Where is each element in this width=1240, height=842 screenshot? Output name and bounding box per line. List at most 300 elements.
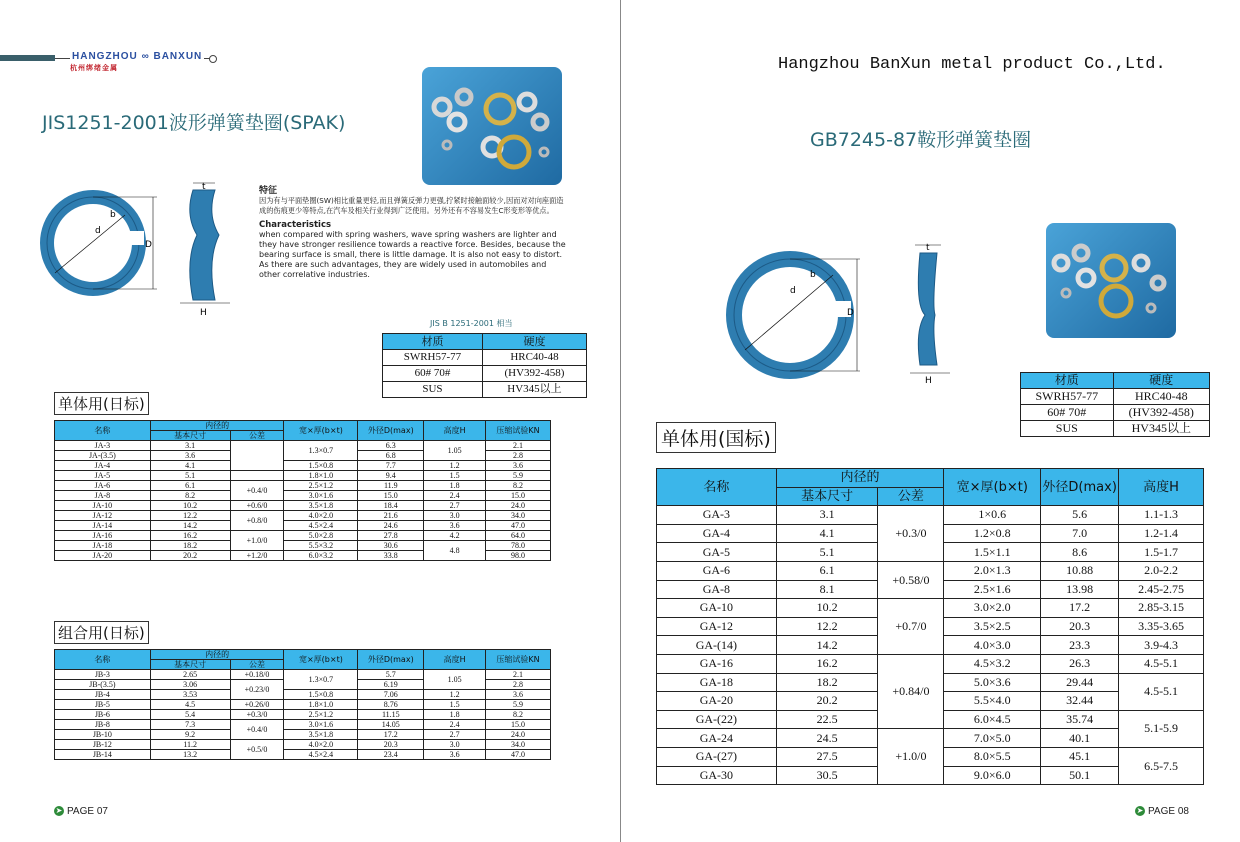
table-cell: +0.4/0 [230, 481, 284, 501]
table-cell: 1.2-1.4 [1119, 524, 1204, 543]
table-cell: 7.7 [358, 461, 424, 471]
table-cell: GA-5 [657, 543, 777, 562]
table-row [657, 599, 1204, 618]
table-cell: GA-8 [657, 580, 777, 599]
table-cell: 47.0 [486, 521, 551, 531]
table-cell: 4.1 [776, 524, 878, 543]
table-cell: GA-3 [657, 506, 777, 525]
hardness-cell: HRC40-48 [482, 350, 586, 366]
tolerance-cell: +1.0/0 [878, 729, 944, 785]
table-cell: JA-6 [55, 481, 151, 491]
logo-cn-text: 杭州绑绪金属 [70, 64, 118, 72]
table-cell: 3.9-4.3 [1119, 636, 1204, 655]
col-tol: 公差 [878, 487, 944, 506]
table-cell: JA-10 [55, 501, 151, 511]
table-cell: 4.1 [150, 461, 230, 471]
table-cell: 8.6 [1041, 543, 1119, 562]
table-cell: 20.3 [1041, 617, 1119, 636]
dim-D-label: D [145, 240, 152, 250]
table-cell: 5.0×2.8 [284, 531, 358, 541]
material-cell: 60# 70# [1021, 405, 1114, 421]
page-title-right: GB7245-87鞍形弹簧垫圈 [810, 129, 1032, 151]
table-cell: 8.2 [486, 481, 551, 491]
tolerance-cell: +0.3/0 [878, 506, 944, 562]
col-wt: 宽×厚(b×t) [284, 421, 358, 441]
table-cell: 3.53 [150, 690, 230, 700]
table-cell: 4.8 [424, 541, 486, 561]
table-cell: GA-16 [657, 654, 777, 673]
table-cell: 1.5×0.8 [284, 690, 358, 700]
table-row [55, 710, 551, 720]
table-cell: 27.8 [358, 531, 424, 541]
table-row [55, 740, 551, 750]
material-cell: SWRH57-77 [383, 350, 483, 366]
table-cell: JA-4 [55, 461, 151, 471]
table-cell: 5.0×3.6 [944, 673, 1041, 692]
table-cell: JA-16 [55, 531, 151, 541]
table-row [55, 730, 551, 740]
table-row [55, 521, 551, 531]
table-cell: 6.3 [358, 441, 424, 451]
table-cell: +0.8/0 [230, 511, 284, 531]
table-cell: GA-(14) [657, 636, 777, 655]
table-cell: 15.0 [358, 491, 424, 501]
table-cell: JB-4 [55, 690, 151, 700]
table-row [55, 471, 551, 481]
spec-table-ja [54, 420, 551, 561]
table-cell: GA-18 [657, 673, 777, 692]
col-base: 基本尺寸 [150, 431, 230, 441]
col-name: 名称 [55, 421, 151, 441]
table-cell: 2.85-3.15 [1119, 599, 1204, 618]
table-cell: 2.1 [486, 670, 551, 680]
table-cell: 1.5×1.1 [944, 543, 1041, 562]
table-cell: 3.6 [424, 750, 486, 760]
table-cell: JB-5 [55, 700, 151, 710]
table-cell: 1.1-1.3 [1119, 506, 1204, 525]
hardness-cell: (HV392-458) [1113, 405, 1209, 421]
section-label-combo-jp: 组合用(日标) [54, 621, 149, 644]
table-cell: 16.2 [150, 531, 230, 541]
col-inner: 内径的 [776, 469, 944, 488]
table-cell: GA-30 [657, 766, 777, 785]
table-cell: GA-(27) [657, 747, 777, 766]
table-cell: 1.2 [424, 690, 486, 700]
table-cell: 3.35-3.65 [1119, 617, 1204, 636]
table-cell: 14.2 [150, 521, 230, 531]
table-row [55, 441, 551, 451]
table-cell: 1.2 [424, 461, 486, 471]
table-cell: 5.4 [150, 710, 230, 720]
table-cell: 1.2×0.8 [944, 524, 1041, 543]
table-cell: 1×0.6 [944, 506, 1041, 525]
table-cell: 3.06 [150, 680, 230, 690]
table-cell: 15.0 [486, 720, 551, 730]
material-header: 材质 [1021, 373, 1114, 389]
table-cell: 5.9 [486, 700, 551, 710]
table-cell: JB-3 [55, 670, 151, 680]
table-cell: +1.0/0 [230, 531, 284, 551]
table-cell: 8.1 [776, 580, 878, 599]
table-cell: 4.5×2.4 [284, 521, 358, 531]
table-cell: +0.6/0 [230, 501, 284, 511]
table-cell: 8.2 [150, 491, 230, 501]
table-row [55, 750, 551, 760]
table-cell: 45.1 [1041, 747, 1119, 766]
dim-d-label: d [95, 226, 101, 236]
table-cell: JB-14 [55, 750, 151, 760]
table-cell: 2.5×1.6 [944, 580, 1041, 599]
table-row [55, 690, 551, 700]
features-heading-cn: 特征 [259, 186, 278, 196]
table-cell: 8.76 [358, 700, 424, 710]
table-cell: 2.8 [486, 451, 551, 461]
table-cell: 18.4 [358, 501, 424, 511]
table-cell: JB-8 [55, 720, 151, 730]
table-cell: 2.0-2.2 [1119, 561, 1204, 580]
table-cell: 7.06 [358, 690, 424, 700]
table-cell: 11.15 [358, 710, 424, 720]
washer-diagram [35, 175, 250, 315]
table-cell: 47.0 [486, 750, 551, 760]
material-table-right [1020, 372, 1210, 437]
table-cell: JA-5 [55, 471, 151, 481]
table-cell: JA-20 [55, 551, 151, 561]
table-cell: 29.44 [1041, 673, 1119, 692]
table-cell: 4.5×3.2 [944, 654, 1041, 673]
table-cell: 1.5-1.7 [1119, 543, 1204, 562]
table-cell: 12.2 [776, 617, 878, 636]
section-label-single-jp: 单体用(日标) [54, 392, 149, 415]
table-cell: 98.0 [486, 551, 551, 561]
table-cell: 1.8×1.0 [284, 471, 358, 481]
col-tol: 公差 [230, 431, 284, 441]
table-cell: 11.2 [150, 740, 230, 750]
logo-dot [209, 55, 217, 63]
table-cell: 1.5 [424, 471, 486, 481]
table-cell: 6.0×4.5 [944, 710, 1041, 729]
page-fold [620, 0, 621, 842]
logo-bar [0, 55, 55, 61]
table-cell: 20.3 [358, 740, 424, 750]
table-cell: 4.5 [150, 700, 230, 710]
table-cell: 5.1 [776, 543, 878, 562]
table-cell: 30.6 [358, 541, 424, 551]
table-cell: 7.0 [1041, 524, 1119, 543]
table-cell: 8.0×5.5 [944, 747, 1041, 766]
table-cell: 26.3 [1041, 654, 1119, 673]
table-cell: 24.0 [486, 730, 551, 740]
table-cell: 40.1 [1041, 729, 1119, 748]
table-cell: 7.3 [150, 720, 230, 730]
table-cell: 32.44 [1041, 692, 1119, 711]
table-cell: 4.0×2.0 [284, 740, 358, 750]
table-cell: +1.2/0 [230, 551, 284, 561]
product-photo [422, 67, 562, 185]
material-cell: SUS [1021, 421, 1114, 437]
table-cell: JB-12 [55, 740, 151, 750]
table-row [55, 501, 551, 511]
table-cell: 1.8×1.0 [284, 700, 358, 710]
col-tol: 公差 [230, 660, 284, 670]
table-cell: 9.0×6.0 [944, 766, 1041, 785]
table-cell: +0.5/0 [230, 740, 284, 760]
hardness-header: 硬度 [1113, 373, 1209, 389]
features-block [259, 186, 569, 280]
table-cell: 1.8 [424, 481, 486, 491]
features-text-en: when compared with spring washers, wave spring washers are lighter and they have stronger resilience towards a reactive force. Besides, because the bearing surface is small, there is little damage. It is also not easy to distort. As there are such advantages, they are widely used in automobiles and other correlative industries. [259, 230, 566, 279]
table-cell: JA-3 [55, 441, 151, 451]
table-cell: 34.0 [486, 740, 551, 750]
table-cell: 3.6 [486, 690, 551, 700]
table-cell: 8.2 [486, 710, 551, 720]
table-cell: 12.2 [150, 511, 230, 521]
table-cell: JA-8 [55, 491, 151, 501]
dim-H-label: H [925, 376, 932, 385]
table-row [55, 491, 551, 501]
table-cell: JB-(3.5) [55, 680, 151, 690]
table-cell: 1.3×0.7 [284, 441, 358, 461]
table-cell: 3.1 [150, 441, 230, 451]
table-cell: 5.5×4.0 [944, 692, 1041, 711]
material-cell: 60# 70# [383, 366, 483, 382]
table-cell [230, 441, 284, 471]
table-cell: 5.7 [358, 670, 424, 680]
tolerance-cell: +0.58/0 [878, 561, 944, 598]
table-cell: 23.4 [358, 750, 424, 760]
table-cell: 2.5×1.2 [284, 481, 358, 491]
table-cell: 1.5 [424, 700, 486, 710]
table-cell: 1.3×0.7 [284, 670, 358, 690]
table-cell: 14.05 [358, 720, 424, 730]
table-cell: 64.0 [486, 531, 551, 541]
table-cell: 13.98 [1041, 580, 1119, 599]
table-cell [230, 471, 284, 481]
table-cell: GA-20 [657, 692, 777, 711]
col-inner: 内径的 [150, 650, 284, 660]
material-table-left [382, 333, 587, 398]
table-row [55, 670, 551, 680]
page-title: JIS1251-2001波形弹簧垫圈(SPAK) [42, 112, 346, 134]
col-inner: 内径的 [150, 421, 284, 431]
table-cell: 3.0 [424, 511, 486, 521]
table-cell: 50.1 [1041, 766, 1119, 785]
hardness-cell: HV345以上 [1113, 421, 1209, 437]
table-cell: 6.5-7.5 [1119, 747, 1204, 784]
table-cell: 3.0 [424, 740, 486, 750]
col-height: 高度H [1119, 469, 1204, 506]
material-cell: SUS [383, 382, 483, 398]
table-cell: 4.5-5.1 [1119, 673, 1204, 710]
table-cell: 4.0×3.0 [944, 636, 1041, 655]
table-cell: 30.5 [776, 766, 878, 785]
col-od: 外径D(max) [1041, 469, 1119, 506]
table-cell: 6.1 [776, 561, 878, 580]
table-cell: 21.6 [358, 511, 424, 521]
table-cell: 2.4 [424, 491, 486, 501]
table-cell: 3.0×2.0 [944, 599, 1041, 618]
table-cell: 18.2 [150, 541, 230, 551]
table-cell: 1.05 [424, 441, 486, 461]
col-test: 压缩试验KN [486, 650, 551, 670]
table-cell: 15.0 [486, 491, 551, 501]
table-cell: 3.0×1.6 [284, 720, 358, 730]
table-cell: 3.6 [486, 461, 551, 471]
col-name: 名称 [657, 469, 777, 506]
table-cell: +0.18/0 [230, 670, 284, 680]
table-cell: 2.1 [486, 441, 551, 451]
table-cell: 2.0×1.3 [944, 561, 1041, 580]
table-cell: 6.0×3.2 [284, 551, 358, 561]
table-cell: 14.2 [776, 636, 878, 655]
hardness-cell: (HV392-458) [482, 366, 586, 382]
table-cell: 11.9 [358, 481, 424, 491]
table-cell: 2.7 [424, 501, 486, 511]
table-cell: +0.4/0 [230, 720, 284, 740]
table-row [657, 506, 1204, 525]
table-row [657, 561, 1204, 580]
table-cell: GA-10 [657, 599, 777, 618]
col-base: 基本尺寸 [150, 660, 230, 670]
table-cell: JB-10 [55, 730, 151, 740]
table-cell: JA-(3.5) [55, 451, 151, 461]
dim-d-label: d [790, 286, 796, 296]
table-cell: 9.4 [358, 471, 424, 481]
table-cell: 5.5×3.2 [284, 541, 358, 551]
col-height: 高度H [424, 650, 486, 670]
table-cell: 20.2 [150, 551, 230, 561]
dim-D-label: D [847, 308, 854, 318]
table-cell: 34.0 [486, 511, 551, 521]
table-cell: 2.7 [424, 730, 486, 740]
table-cell: 1.5×0.8 [284, 461, 358, 471]
col-od: 外径D(max) [358, 650, 424, 670]
washer-diagram-right [715, 235, 955, 385]
standard-caption: JIS B 1251-2001 相当 [430, 319, 513, 328]
arrow-icon: ➤ [55, 806, 63, 816]
table-cell: 2.45-2.75 [1119, 580, 1204, 599]
table-cell: 4.5-5.1 [1119, 654, 1204, 673]
product-photo-right [1046, 223, 1176, 338]
table-row [657, 654, 1204, 673]
company-name: Hangzhou BanXun metal product Co.,Ltd. [778, 55, 1166, 74]
table-cell: 20.2 [776, 692, 878, 711]
dim-t-label: t [202, 182, 206, 192]
table-cell: 24.6 [358, 521, 424, 531]
material-header: 材质 [383, 334, 483, 350]
table-row [55, 511, 551, 521]
table-cell: 10.88 [1041, 561, 1119, 580]
table-cell: 2.4 [424, 720, 486, 730]
col-wt: 宽×厚(b×t) [944, 469, 1041, 506]
table-cell: JB-6 [55, 710, 151, 720]
table-cell: 17.2 [1041, 599, 1119, 618]
table-cell: 24.0 [486, 501, 551, 511]
table-cell: 5.6 [1041, 506, 1119, 525]
col-name: 名称 [55, 650, 151, 670]
table-cell: +0.3/0 [230, 710, 284, 720]
table-cell: 1.8 [424, 710, 486, 720]
table-cell: 4.2 [424, 531, 486, 541]
table-cell: 3.5×2.5 [944, 617, 1041, 636]
table-cell: 5.9 [486, 471, 551, 481]
washers-photo-graphic [1046, 223, 1176, 338]
table-cell: 3.6 [424, 521, 486, 531]
table-row [55, 700, 551, 710]
table-cell: +0.23/0 [230, 680, 284, 700]
table-cell: 10.2 [150, 501, 230, 511]
table-cell: 22.5 [776, 710, 878, 729]
table-cell: 17.2 [358, 730, 424, 740]
table-cell: GA-(22) [657, 710, 777, 729]
tolerance-cell: +0.84/0 [878, 654, 944, 728]
table-cell: 6.8 [358, 451, 424, 461]
page-number-right: ➤ PAGE 08 [1136, 806, 1189, 817]
page-number-left: ➤ PAGE 07 [55, 806, 108, 817]
hardness-header: 硬度 [482, 334, 586, 350]
table-cell: 24.5 [776, 729, 878, 748]
logo-text: HANGZHOU ∞ BANXUN [72, 51, 203, 62]
table-cell: 2.5×1.2 [284, 710, 358, 720]
table-cell: JA-18 [55, 541, 151, 551]
table-cell: 10.2 [776, 599, 878, 618]
table-row [55, 541, 551, 551]
table-row [55, 531, 551, 541]
col-test: 压缩试验KN [486, 421, 551, 441]
table-row [55, 461, 551, 471]
table-cell: GA-4 [657, 524, 777, 543]
table-cell: 5.1-5.9 [1119, 710, 1204, 747]
table-cell: JA-12 [55, 511, 151, 521]
arrow-icon: ➤ [1136, 806, 1144, 816]
table-cell: 6.19 [358, 680, 424, 690]
table-cell: JA-14 [55, 521, 151, 531]
table-cell: 13.2 [150, 750, 230, 760]
table-row [55, 481, 551, 491]
col-height: 高度H [424, 421, 486, 441]
col-base: 基本尺寸 [776, 487, 878, 506]
table-cell: 3.5×1.8 [284, 501, 358, 511]
hardness-cell: HV345以上 [482, 382, 586, 398]
table-cell: 35.74 [1041, 710, 1119, 729]
tolerance-cell: +0.7/0 [878, 599, 944, 655]
table-cell: GA-12 [657, 617, 777, 636]
table-cell: 1.05 [424, 670, 486, 690]
table-cell: 3.5×1.8 [284, 730, 358, 740]
table-cell: 9.2 [150, 730, 230, 740]
table-cell: 3.1 [776, 506, 878, 525]
material-cell: SWRH57-77 [1021, 389, 1114, 405]
table-cell: 3.6 [150, 451, 230, 461]
table-cell: 2.8 [486, 680, 551, 690]
table-cell: 78.0 [486, 541, 551, 551]
features-text-cn: 因为有与平面垫圈(SW)相比重量更轻,而且弹簧反弹力更强,拧紧时接触面较少,因而对对向座面造成的伤痕更少等特点,在汽车及相关行业得到广泛使用。另外还有不容易发生C形变形等优点。 [259, 196, 564, 215]
table-cell: 4.5×2.4 [284, 750, 358, 760]
dim-b-label: b [810, 270, 816, 280]
table-row [55, 720, 551, 730]
table-cell: 6.1 [150, 481, 230, 491]
table-cell: 4.0×2.0 [284, 511, 358, 521]
table-cell: +0.26/0 [230, 700, 284, 710]
spec-table-ga [656, 468, 1204, 785]
section-label-single-gb: 单体用(国标) [656, 422, 776, 453]
table-cell: 16.2 [776, 654, 878, 673]
dim-t-label: t [926, 243, 930, 253]
table-cell: GA-6 [657, 561, 777, 580]
col-wt: 宽×厚(b×t) [284, 650, 358, 670]
table-cell: 33.8 [358, 551, 424, 561]
table-cell: GA-24 [657, 729, 777, 748]
